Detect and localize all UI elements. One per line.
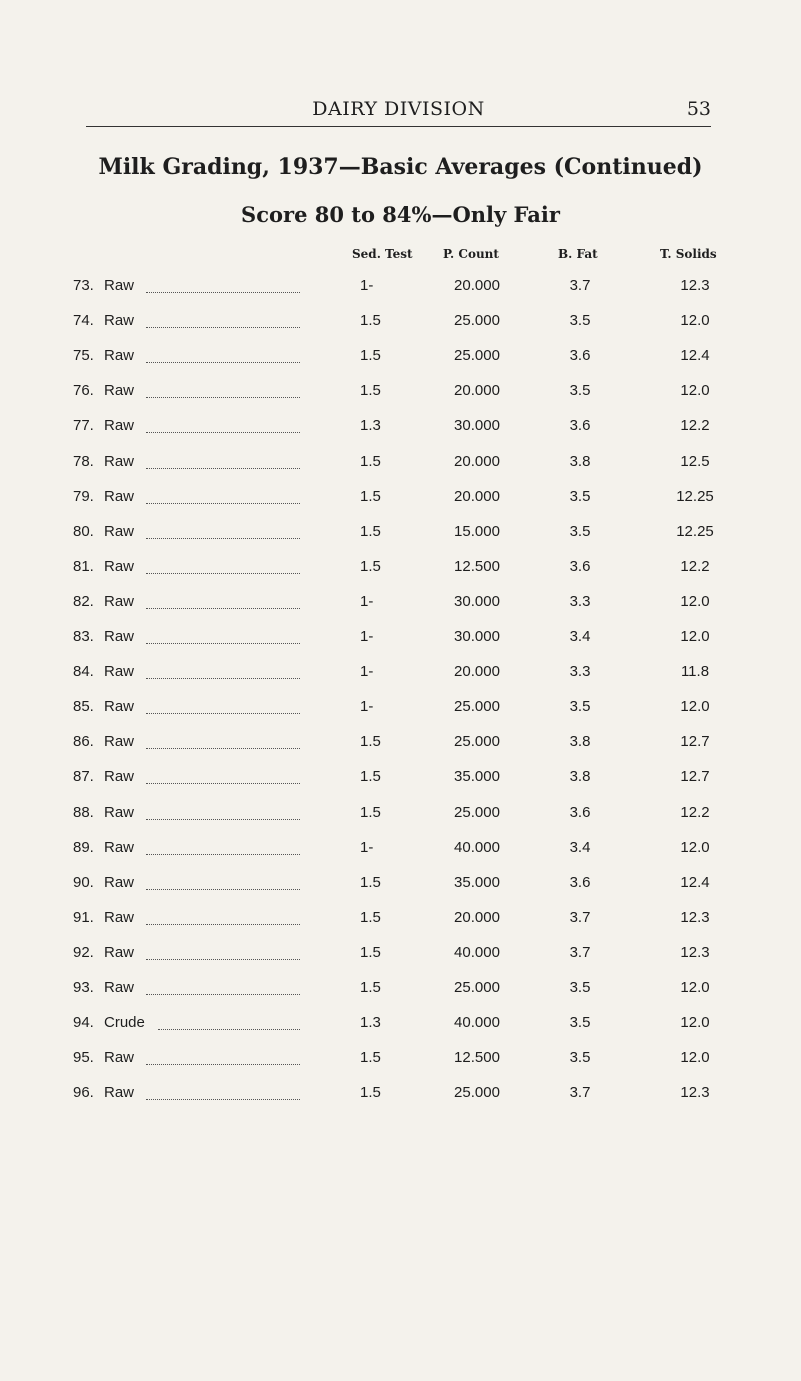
- t-solids-value: 12.0: [680, 312, 710, 329]
- dot-leader: [146, 959, 300, 960]
- table-subtitle: Score 80 to 84%—Only Fair: [241, 202, 560, 227]
- p-count-value: 12.500: [454, 558, 500, 575]
- p-count-value: 25.000: [454, 979, 500, 996]
- dot-leader: [146, 783, 300, 784]
- milk-type: Raw: [104, 593, 135, 610]
- row-number: 73.: [73, 277, 94, 294]
- dot-leader: [146, 573, 300, 574]
- table-row: [0, 804, 801, 828]
- table-row: [0, 628, 801, 652]
- sed-test-value: 1.5: [360, 488, 381, 505]
- milk-type: Raw: [104, 1084, 135, 1101]
- p-count-value: 30.000: [454, 593, 500, 610]
- p-count-value: 35.000: [454, 768, 500, 785]
- dot-leader: [146, 1064, 300, 1065]
- table-row: [0, 523, 801, 547]
- division-title: DAIRY DIVISION: [312, 98, 485, 120]
- dot-leader: [146, 678, 300, 679]
- t-solids-value: 12.7: [680, 733, 710, 750]
- sed-test-value: 1.5: [360, 382, 381, 399]
- p-count-value: 35.000: [454, 874, 500, 891]
- b-fat-value: 3.5: [569, 488, 591, 505]
- row-number: 81.: [73, 558, 94, 575]
- t-solids-value: 12.0: [680, 839, 710, 856]
- milk-type: Raw: [104, 417, 135, 434]
- row-number: 91.: [73, 909, 94, 926]
- table-row: [0, 1014, 801, 1038]
- sed-test-value: 1.5: [360, 558, 381, 575]
- dot-leader: [146, 889, 300, 890]
- dot-leader: [158, 1029, 300, 1030]
- row-number: 89.: [73, 839, 94, 856]
- t-solids-value: 12.0: [680, 698, 710, 715]
- row-number: 76.: [73, 382, 94, 399]
- dot-leader: [146, 397, 300, 398]
- milk-type: Raw: [104, 453, 135, 470]
- t-solids-value: 12.3: [680, 1084, 710, 1101]
- table-row: [0, 347, 801, 371]
- dot-leader: [146, 538, 300, 539]
- b-fat-value: 3.4: [569, 628, 591, 645]
- row-number: 83.: [73, 628, 94, 645]
- sed-test-value: 1.3: [360, 1014, 381, 1031]
- column-header-b-fat: B. Fat: [558, 247, 598, 261]
- milk-type: Raw: [104, 1049, 135, 1066]
- b-fat-value: 3.5: [569, 698, 591, 715]
- dot-leader: [146, 1099, 300, 1100]
- row-number: 90.: [73, 874, 94, 891]
- sed-test-value: 1-: [360, 628, 374, 645]
- sed-test-value: 1.5: [360, 804, 381, 821]
- table-row: [0, 768, 801, 792]
- dot-leader: [146, 503, 300, 504]
- dot-leader: [146, 432, 300, 433]
- milk-type: Raw: [104, 839, 135, 856]
- table-row: [0, 839, 801, 863]
- dot-leader: [146, 994, 300, 995]
- column-header-p-count: P. Count: [443, 247, 499, 261]
- t-solids-value: 12.2: [680, 417, 710, 434]
- b-fat-value: 3.6: [569, 347, 591, 364]
- t-solids-value: 12.0: [680, 382, 710, 399]
- b-fat-value: 3.3: [569, 593, 591, 610]
- milk-type: Raw: [104, 804, 135, 821]
- p-count-value: 30.000: [454, 417, 500, 434]
- table-title: Milk Grading, 1937—Basic Averages (Continued): [98, 154, 703, 180]
- row-number: 84.: [73, 663, 94, 680]
- table-row: [0, 663, 801, 687]
- t-solids-value: 12.2: [680, 558, 710, 575]
- table-row: [0, 453, 801, 477]
- t-solids-value: 12.0: [680, 1049, 710, 1066]
- p-count-value: 20.000: [454, 909, 500, 926]
- milk-type: Raw: [104, 558, 135, 575]
- sed-test-value: 1.5: [360, 1049, 381, 1066]
- sed-test-value: 1.5: [360, 768, 381, 785]
- table-row: [0, 1049, 801, 1073]
- milk-type: Raw: [104, 979, 135, 996]
- row-number: 82.: [73, 593, 94, 610]
- p-count-value: 25.000: [454, 698, 500, 715]
- b-fat-value: 3.5: [569, 979, 591, 996]
- sed-test-value: 1.5: [360, 944, 381, 961]
- column-header-t-solids: T. Solids: [660, 247, 717, 261]
- t-solids-value: 12.0: [680, 593, 710, 610]
- p-count-value: 40.000: [454, 839, 500, 856]
- row-number: 87.: [73, 768, 94, 785]
- b-fat-value: 3.5: [569, 523, 591, 540]
- b-fat-value: 3.7: [569, 1084, 591, 1101]
- row-number: 95.: [73, 1049, 94, 1066]
- b-fat-value: 3.4: [569, 839, 591, 856]
- sed-test-value: 1.5: [360, 733, 381, 750]
- milk-type: Crude: [104, 1014, 145, 1031]
- milk-type: Raw: [104, 909, 135, 926]
- dot-leader: [146, 924, 300, 925]
- t-solids-value: 12.0: [680, 1014, 710, 1031]
- p-count-value: 20.000: [454, 663, 500, 680]
- milk-type: Raw: [104, 347, 135, 364]
- row-number: 93.: [73, 979, 94, 996]
- t-solids-value: 12.4: [680, 347, 710, 364]
- page-number: 53: [686, 98, 711, 120]
- dot-leader: [146, 819, 300, 820]
- table-row: [0, 909, 801, 933]
- row-number: 74.: [73, 312, 94, 329]
- b-fat-value: 3.7: [569, 909, 591, 926]
- t-solids-value: 12.0: [680, 979, 710, 996]
- table-row: [0, 417, 801, 441]
- dot-leader: [146, 713, 300, 714]
- sed-test-value: 1.5: [360, 909, 381, 926]
- milk-type: Raw: [104, 698, 135, 715]
- table-row: [0, 488, 801, 512]
- t-solids-value: 12.4: [680, 874, 710, 891]
- dot-leader: [146, 292, 300, 293]
- b-fat-value: 3.6: [569, 417, 591, 434]
- p-count-value: 20.000: [454, 382, 500, 399]
- p-count-value: 25.000: [454, 312, 500, 329]
- p-count-value: 25.000: [454, 347, 500, 364]
- dot-leader: [146, 854, 300, 855]
- sed-test-value: 1.5: [360, 874, 381, 891]
- t-solids-value: 12.5: [680, 453, 710, 470]
- sed-test-value: 1.5: [360, 453, 381, 470]
- table-row: [0, 558, 801, 582]
- milk-type: Raw: [104, 523, 135, 540]
- milk-type: Raw: [104, 663, 135, 680]
- dot-leader: [146, 468, 300, 469]
- b-fat-value: 3.8: [569, 768, 591, 785]
- b-fat-value: 3.8: [569, 733, 591, 750]
- milk-type: Raw: [104, 733, 135, 750]
- sed-test-value: 1-: [360, 839, 374, 856]
- table-row: [0, 944, 801, 968]
- sed-test-value: 1-: [360, 593, 374, 610]
- b-fat-value: 3.6: [569, 804, 591, 821]
- sed-test-value: 1-: [360, 277, 374, 294]
- p-count-value: 40.000: [454, 944, 500, 961]
- dot-leader: [146, 748, 300, 749]
- dot-leader: [146, 608, 300, 609]
- row-number: 78.: [73, 453, 94, 470]
- sed-test-value: 1.5: [360, 347, 381, 364]
- p-count-value: 25.000: [454, 733, 500, 750]
- b-fat-value: 3.6: [569, 874, 591, 891]
- milk-type: Raw: [104, 382, 135, 399]
- sed-test-value: 1.5: [360, 1084, 381, 1101]
- milk-type: Raw: [104, 312, 135, 329]
- p-count-value: 40.000: [454, 1014, 500, 1031]
- sed-test-value: 1.3: [360, 417, 381, 434]
- p-count-value: 20.000: [454, 453, 500, 470]
- table-row: [0, 1084, 801, 1108]
- t-solids-value: 12.3: [680, 277, 710, 294]
- row-number: 96.: [73, 1084, 94, 1101]
- sed-test-value: 1-: [360, 698, 374, 715]
- row-number: 94.: [73, 1014, 94, 1031]
- milk-type: Raw: [104, 768, 135, 785]
- t-solids-value: 12.2: [680, 804, 710, 821]
- table-row: [0, 593, 801, 617]
- b-fat-value: 3.7: [569, 944, 591, 961]
- table-row: [0, 382, 801, 406]
- milk-type: Raw: [104, 944, 135, 961]
- p-count-value: 20.000: [454, 277, 500, 294]
- p-count-value: 20.000: [454, 488, 500, 505]
- b-fat-value: 3.6: [569, 558, 591, 575]
- t-solids-value: 12.3: [680, 944, 710, 961]
- table-row: [0, 874, 801, 898]
- column-header-sed-test: Sed. Test: [352, 247, 413, 261]
- sed-test-value: 1.5: [360, 312, 381, 329]
- b-fat-value: 3.7: [569, 277, 591, 294]
- p-count-value: 12.500: [454, 1049, 500, 1066]
- row-number: 79.: [73, 488, 94, 505]
- p-count-value: 25.000: [454, 804, 500, 821]
- milk-type: Raw: [104, 488, 135, 505]
- sed-test-value: 1.5: [360, 979, 381, 996]
- sed-test-value: 1-: [360, 663, 374, 680]
- row-number: 85.: [73, 698, 94, 715]
- t-solids-value: 11.8: [680, 663, 710, 680]
- milk-type: Raw: [104, 874, 135, 891]
- b-fat-value: 3.5: [569, 312, 591, 329]
- row-number: 88.: [73, 804, 94, 821]
- dot-leader: [146, 643, 300, 644]
- b-fat-value: 3.3: [569, 663, 591, 680]
- row-number: 75.: [73, 347, 94, 364]
- p-count-value: 30.000: [454, 628, 500, 645]
- table-row: [0, 979, 801, 1003]
- row-number: 80.: [73, 523, 94, 540]
- milk-type: Raw: [104, 277, 135, 294]
- t-solids-value: 12.0: [680, 628, 710, 645]
- table-row: [0, 312, 801, 336]
- milk-type: Raw: [104, 628, 135, 645]
- b-fat-value: 3.5: [569, 382, 591, 399]
- dot-leader: [146, 362, 300, 363]
- t-solids-value: 12.25: [676, 488, 714, 505]
- t-solids-value: 12.3: [680, 909, 710, 926]
- row-number: 86.: [73, 733, 94, 750]
- b-fat-value: 3.5: [569, 1049, 591, 1066]
- b-fat-value: 3.5: [569, 1014, 591, 1031]
- p-count-value: 15.000: [454, 523, 500, 540]
- sed-test-value: 1.5: [360, 523, 381, 540]
- t-solids-value: 12.25: [676, 523, 714, 540]
- p-count-value: 25.000: [454, 1084, 500, 1101]
- table-row: [0, 733, 801, 757]
- table-row: [0, 277, 801, 301]
- row-number: 77.: [73, 417, 94, 434]
- t-solids-value: 12.7: [680, 768, 710, 785]
- row-number: 92.: [73, 944, 94, 961]
- dot-leader: [146, 327, 300, 328]
- table-row: [0, 698, 801, 722]
- b-fat-value: 3.8: [569, 453, 591, 470]
